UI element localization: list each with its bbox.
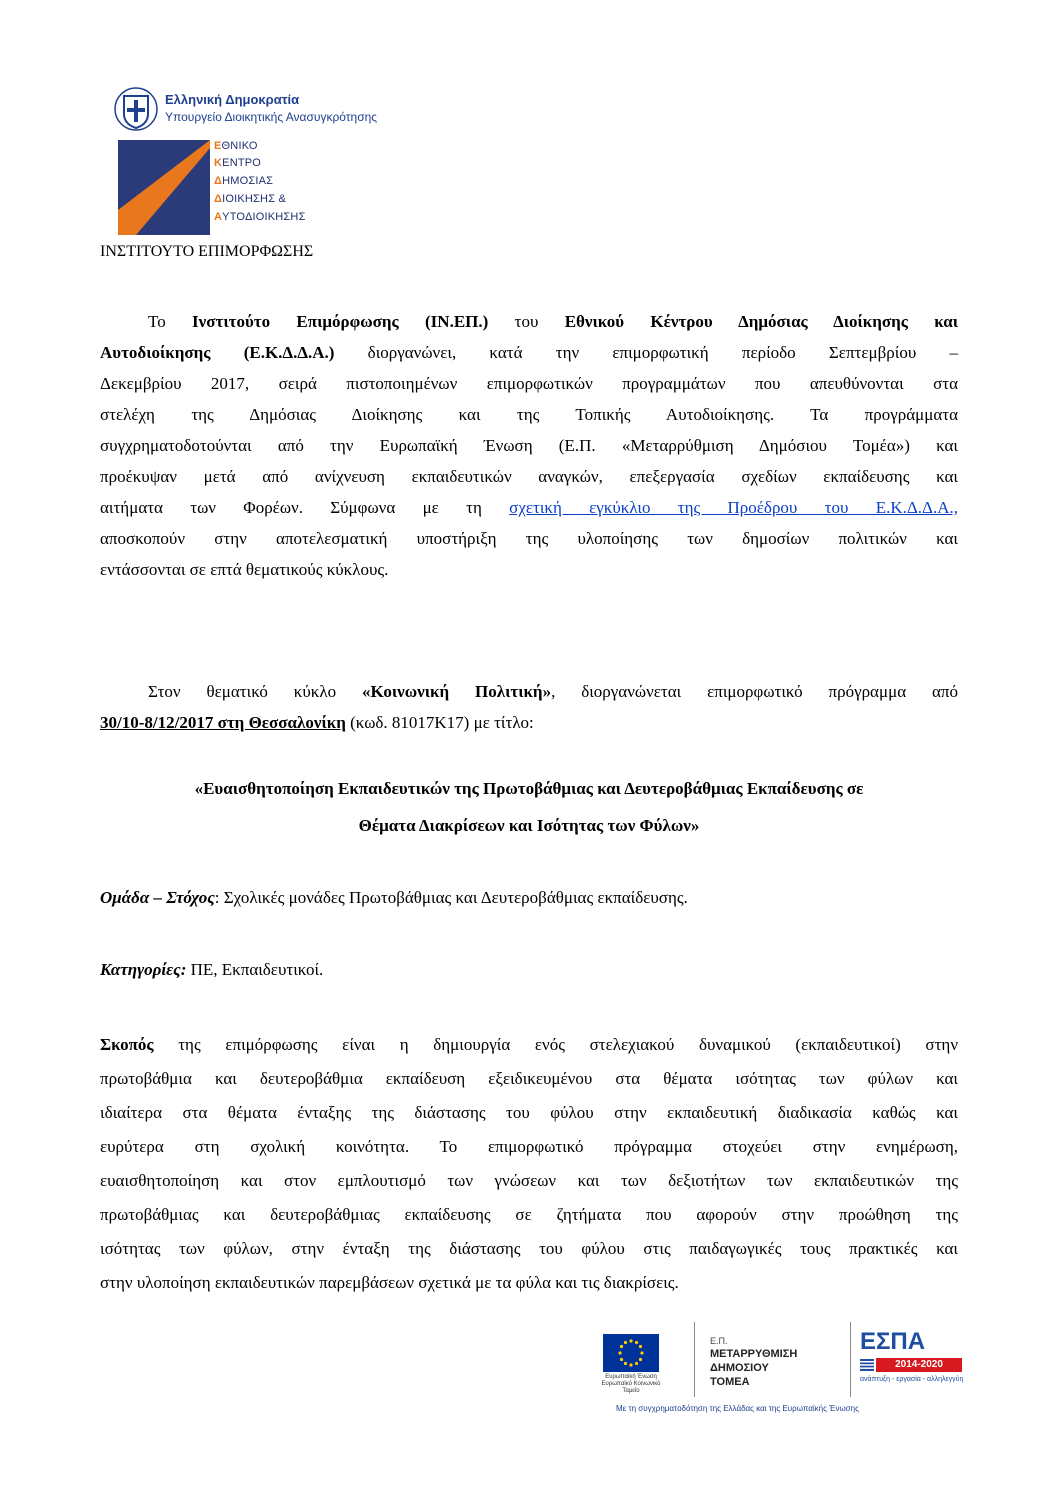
ekdda-word-4: ΔΙΟΙΚΗΣΗΣ & (214, 193, 286, 205)
target-group-text: : Σχολικές μονάδες Πρωτοβάθμιας και Δευτεροβάθμιας εκπαίδευσης. (214, 888, 688, 907)
intro-line-1: Το Ινστιτούτο Επιμόρφωσης (ΙΝ.ΕΠ.) του Εθνικού Κέντρου Δημόσιας Διοίκησης και (148, 312, 959, 331)
program-line-2: 30/10-8/12/2017 στη Θεσσαλονίκη (κωδ. 81017Κ17) με τίτλο: (100, 713, 534, 732)
categories (100, 954, 958, 985)
target-group-label: Ομάδα – Στόχος (100, 888, 215, 907)
categories-label: Κατηγορίες: (100, 960, 187, 979)
footer-divider (850, 1322, 851, 1397)
intro-line-4: στελέχη της Δημόσιας Διοίκησης και της Τοπικής Αυτοδιοίκησης. Τα προγράμματα (100, 405, 958, 424)
ep-title-line-2: ΔΗΜΟΣΙΟΥ (710, 1362, 769, 1374)
purpose-paragraph (100, 1028, 958, 1300)
purpose-line-1: Σκοπός της επιμόρφωσης είναι η δημιουργία ενός στελεχιακού δυναμικού (εκπαιδευτικοί) στην (100, 1035, 958, 1054)
purpose-line-4: ευρύτερα στη σχολική κοινότητα. Το επιμορφωτικό πρόγραμμα στοχεύει στην ενημέρωση, (100, 1137, 958, 1156)
espa-years: 2014-2020 (876, 1358, 962, 1372)
ep-label: Ε.Π. (710, 1336, 728, 1346)
program-dates: 30/10-8/12/2017 στη Θεσσαλονίκη (100, 713, 346, 732)
greek-emblem-icon (113, 86, 159, 132)
footer-divider (694, 1322, 695, 1397)
intro-paragraph (100, 306, 958, 585)
intro-line-5: συγχρηματοδοτούνται από την Ευρωπαϊκή Ένωση (Ε.Π. «Μεταρρύθμιση Δημόσιου Τομέα») και (100, 436, 958, 455)
intro-line-9: εντάσσονται σε επτά θεματικούς κύκλους. (100, 560, 389, 579)
target-group (100, 882, 958, 913)
government-logo (113, 86, 443, 132)
ekdda-logo (118, 140, 318, 235)
greek-flag-icon (860, 1359, 874, 1371)
espa-slogan: ανάπτυξη - εργασία - αλληλεγγύη (860, 1376, 964, 1383)
program-title-line-1: «Ευαισθητοποίηση Εκπαιδευτικών της Πρωτοβάθμιας και Δευτεροβάθμιας Εκπαίδευσης σε (194, 779, 864, 798)
ekdda-mark-icon (118, 140, 210, 235)
ministry-name: Υπουργείο Διοικητικής Ανασυγκρότησης (165, 110, 378, 124)
gov-name: Ελληνική Δημοκρατία (165, 92, 300, 107)
circular-link[interactable]: σχετική εγκύκλιο της Προέδρου του Ε.Κ.Δ.Δ.Α., (509, 498, 958, 517)
eu-fund: Ευρωπαϊκό Κοινωνικό Ταμείο (601, 1381, 661, 1394)
intro-line-3: Δεκεμβρίου 2017, σειρά πιστοποιημένων επιμορφωτικών προγραμμάτων που απευθύνονται στα (100, 374, 958, 393)
ep-title-line-3: ΤΟΜΕΑ (710, 1376, 750, 1388)
cofunding-note: Με τη συγχρηματοδότηση της Ελλάδας και της Ευρωπαϊκής Ένωσης (616, 1404, 859, 1413)
ep-title-line-1: ΜΕΤΑΡΡΥΘΜΙΣΗ (710, 1348, 798, 1360)
categories-text: ΠΕ, Εκπαιδευτικοί. (186, 960, 324, 979)
espa-logo: ΕΣΠΑ (860, 1328, 926, 1355)
program-title (100, 770, 958, 844)
funding-footer (598, 1322, 966, 1420)
program-paragraph (100, 676, 958, 738)
program-title-line-2: Θέματα Διακρίσεων και Ισότητας των Φύλων» (358, 816, 700, 835)
intro-line-2: Αυτοδιοίκησης (Ε.Κ.Δ.Δ.Α.) διοργανώνει, κατά την επιμορφωτική περίοδο Σεπτεμβρίου – (100, 343, 958, 362)
program-line-1: Στον θεματικό κύκλο «Κοινωνική Πολιτική», διοργανώνεται επιμορφωτικό πρόγραμμα από (148, 682, 958, 701)
eu-name: Ευρωπαϊκή Ένωση (605, 1374, 657, 1380)
purpose-line-5: ευαισθητοποίηση και στον εμπλουτισμό των γνώσεων και των δεξιοτήτων των εκπαιδευτικών της (100, 1171, 958, 1190)
eu-caption (598, 1374, 664, 1395)
purpose-line-3: ιδιαίτερα στα θέματα ένταξης της διάστασης του φύλου στην εκπαιδευτική διαδικασία καθώς και (100, 1103, 958, 1122)
institute-heading: ΙΝΣΤΙΤΟΥΤΟ ΕΠΙΜΟΡΦΩΣΗΣ (100, 243, 314, 260)
purpose-line-8: στην υλοποίηση εκπαιδευτικών παρεμβάσεων σχετικά με τα φύλα και τις διακρίσεις. (100, 1273, 679, 1292)
purpose-line-2: πρωτοβάθμια και δευτεροβάθμια εκπαίδευση εξειδικευμένου στα θέματα ισότητας των φύλων και (100, 1069, 958, 1088)
eu-flag-icon (603, 1334, 659, 1372)
purpose-line-6: πρωτοβάθμιας και δευτεροβάθμιας εκπαίδευσης σε ζητήματα που αφορούν στην προώθηση της (100, 1205, 958, 1224)
purpose-line-7: ισότητας των φύλων, στην ένταξη της διάστασης του φύλου στις παιδαγωγικές τους πρακτικές και (100, 1239, 958, 1258)
ekdda-word-2: ΚΕΝΤΡΟ (214, 157, 262, 169)
intro-line-6: προέκυψαν μετά από ανίχνευση εκπαιδευτικών αναγκών, επεξεργασία σχεδίων εκπαίδευσης και (100, 467, 958, 486)
intro-line-8: αποσκοπούν στην αποτελεσματική υποστήριξη της υλοποίησης των δημοσίων πολιτικών και (100, 529, 958, 548)
ekdda-word-3: ΔΗΜΟΣΙΑΣ (214, 175, 274, 187)
intro-line-7: αιτήματα των Φορέων. Σύμφωνα με τη σχετική εγκύκλιο της Προέδρου του Ε.Κ.Δ.Δ.Α., (100, 498, 958, 517)
ekdda-word-1: ΕΘΝΙΚΟ (214, 140, 258, 152)
ekdda-word-5: ΑΥΤΟΔΙΟΙΚΗΣΗΣ (214, 211, 306, 223)
